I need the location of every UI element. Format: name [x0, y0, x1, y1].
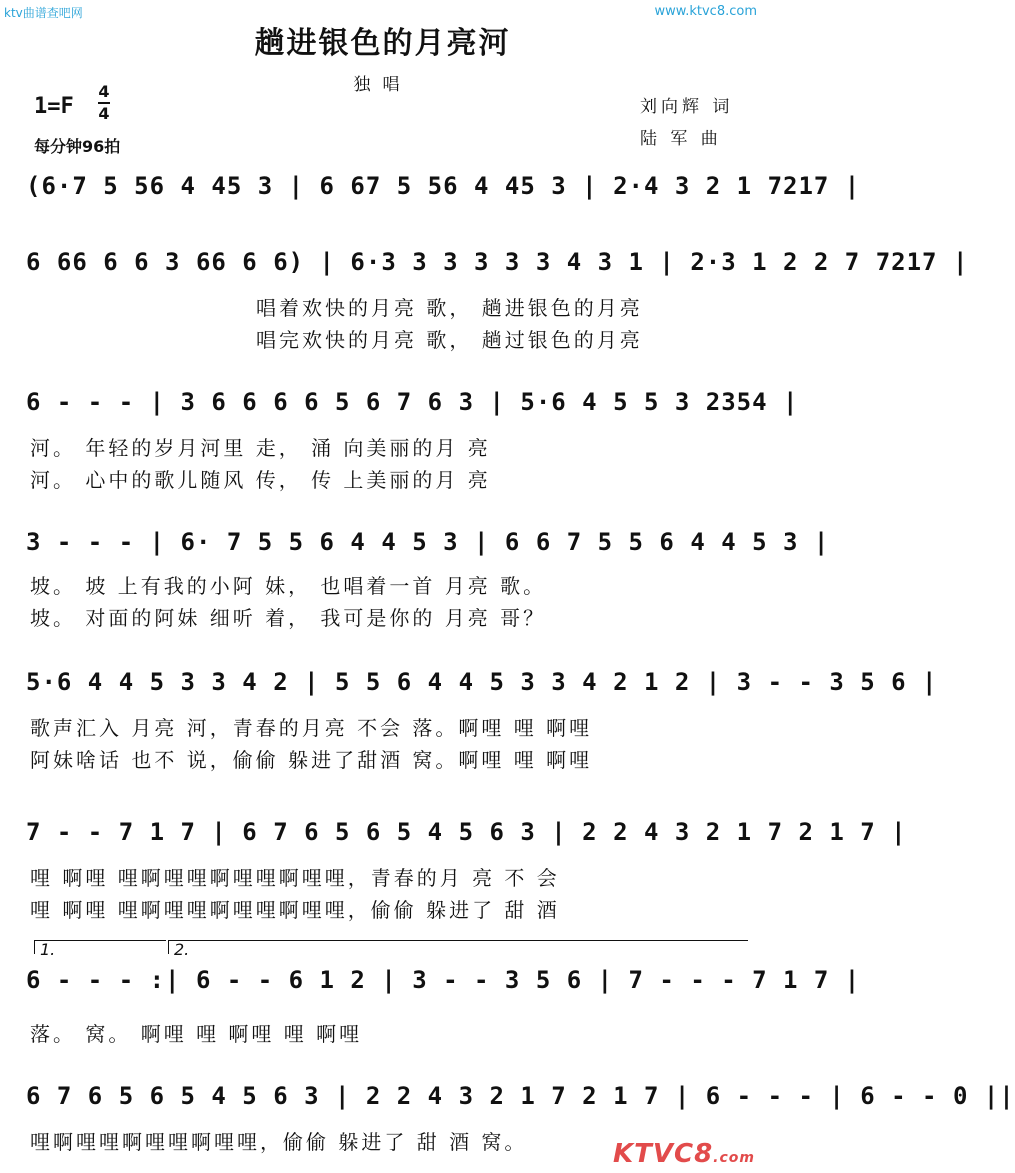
lyric-verse-2: 河。 心中的歌儿随风 传， 传 上美丽的月 亮 [30, 468, 491, 492]
brand-watermark [613, 1139, 755, 1169]
volta-bracket-1-tick [34, 940, 35, 954]
lyric-verse-1: 河。 年轻的岁月河里 走， 涌 向美丽的月 亮 [30, 436, 491, 460]
brand-suffix: .com [713, 1150, 755, 1166]
performance-type: 独唱 [353, 75, 412, 95]
tempo-marking: 每分钟96拍 [34, 137, 121, 156]
lyric-verse-1: 落。 窝。 啊哩 哩 啊哩 哩 啊哩 [30, 1022, 363, 1046]
time-signature [98, 82, 110, 124]
composer-credit: 陆 军 曲 [640, 129, 722, 149]
notation-row: 5·6 4 4 5 3 3 4 2 | 5 5 6 4 4 5 3 3 4 2 1 2 | 3 - - 3 5 6 | [26, 668, 938, 696]
volta-bracket-2-tick [168, 940, 169, 954]
lyricist-credit: 刘向辉 词 [640, 97, 734, 117]
lyric-verse-1: 唱着欢快的月亮 歌， 趟进银色的月亮 [256, 296, 643, 320]
volta-ending-1: 1. [40, 940, 56, 959]
lyric-verse-1: 坡。 坡 上有我的小阿 妹， 也唱着一首 月亮 歌。 [30, 574, 547, 598]
lyric-verse-1: 歌声汇入 月亮 河，青春的月亮 不会 落。啊哩 哩 啊哩 [30, 716, 593, 740]
lyric-verse-2: 唱完欢快的月亮 歌， 趟过银色的月亮 [256, 328, 643, 352]
watermark-right: www.ktvc8.com [654, 4, 757, 19]
notation-row: 6 - - - | 3 6 6 6 6 5 6 7 6 3 | 5·6 4 5 5 3 2354 | [26, 388, 799, 416]
lyric-verse-2: 阿妹啥话 也不 说，偷偷 躲进了甜酒 窝。啊哩 哩 啊哩 [30, 748, 593, 772]
volta-ending-2: 2. [174, 940, 190, 959]
lyric-verse-1: 哩啊哩哩啊哩哩啊哩哩，偷偷 躲进了 甜 酒 窝。 [30, 1130, 528, 1154]
notation-row: 3 - - - | 6· 7 5 5 6 4 4 5 3 | 6 6 7 5 5 6 4 4 5 3 | [26, 528, 830, 556]
time-signature-bottom: 4 [98, 104, 110, 123]
key-signature: 1=F [34, 94, 74, 119]
song-title: 趟进银色的月亮河 [254, 26, 511, 61]
lyric-verse-2: 坡。 对面的阿妹 细听 着， 我可是你的 月亮 哥？ [30, 606, 547, 630]
notation-row: (6·7 5 56 4 45 3 | 6 67 5 56 4 45 3 | 2·4 3 2 1 7217 | [26, 172, 861, 200]
lyric-verse-1: 哩 啊哩 哩啊哩哩啊哩哩啊哩哩，青春的月 亮 不 会 [30, 866, 560, 890]
volta-bracket-2 [168, 940, 748, 941]
notation-row: 6 7 6 5 6 5 4 5 6 3 | 2 2 4 3 2 1 7 2 1 7 | 6 - - - | 6 - - 0 || [26, 1082, 1015, 1110]
notation-row: 6 - - - :| 6 - - 6 1 2 | 3 - - 3 5 6 | 7 - - - 7 1 7 | [26, 966, 861, 994]
notation-row: 6 66 6 6 3 66 6 6) | 6·3 3 3 3 3 3 4 3 1 | 2·3 1 2 2 7 7217 | [26, 248, 969, 276]
brand-main: KTVC8 [612, 1139, 714, 1169]
time-signature-top: 4 [98, 82, 110, 101]
lyric-verse-2: 哩 啊哩 哩啊哩哩啊哩哩啊哩哩，偷偷 躲进了 甜 酒 [30, 898, 560, 922]
watermark-left: ktv曲谱查吧网 [4, 6, 83, 20]
notation-row: 7 - - 7 1 7 | 6 7 6 5 6 5 4 5 6 3 | 2 2 4 3 2 1 7 2 1 7 | [26, 818, 907, 846]
